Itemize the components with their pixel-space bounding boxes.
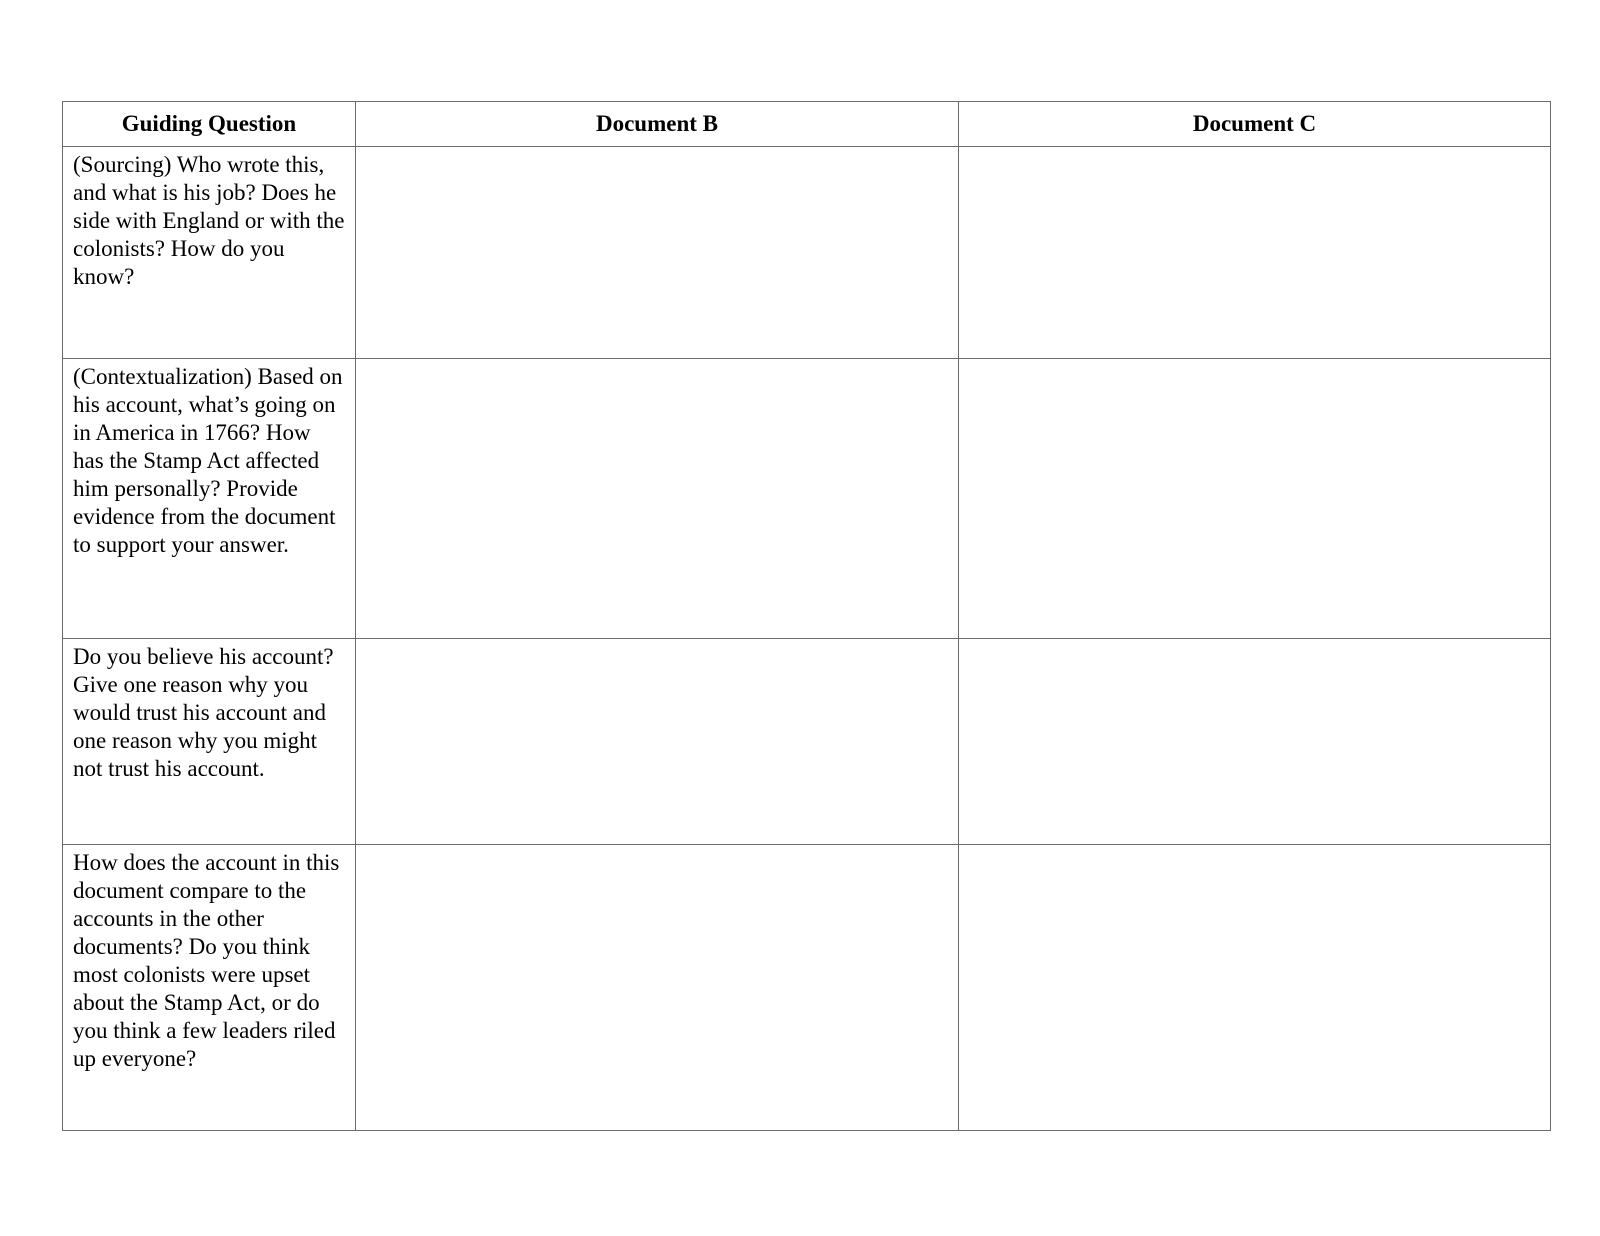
table-row: [63, 639, 1551, 845]
answer-cell-document-c[interactable]: [959, 147, 1551, 359]
question-trust: Do you believe his account? Give one reason why you would trust his account and one reason why you might not trust his account.: [63, 639, 356, 845]
answer-cell-document-c[interactable]: [959, 845, 1551, 1131]
question-compare: How does the account in this document compare to the accounts in the other documents? Do you think most colonists were upset about the Stamp Act, or do you think a few leaders riled up everyone?: [63, 845, 356, 1131]
answer-cell-document-b[interactable]: [356, 639, 959, 845]
answer-cell-document-b[interactable]: [356, 147, 959, 359]
answer-cell-document-c[interactable]: [959, 639, 1551, 845]
table-row: [63, 147, 1551, 359]
answer-cell-document-c[interactable]: [959, 359, 1551, 639]
header-document-b: Document B: [356, 102, 959, 147]
table-row: [63, 845, 1551, 1131]
guiding-question-table: [62, 101, 1551, 1131]
answer-cell-document-b[interactable]: [356, 845, 959, 1131]
question-contextualization: (Contextualization) Based on his account, what’s going on in America in 1766? How has the Stamp Act affected him personally? Provide evidence from the document to support your answer.: [63, 359, 356, 639]
header-row: [63, 102, 1551, 147]
question-sourcing: (Sourcing) Who wrote this, and what is his job? Does he side with England or with the colonists? How do you know?: [63, 147, 356, 359]
header-guiding-question: Guiding Question: [63, 102, 356, 147]
header-document-c: Document C: [959, 102, 1551, 147]
answer-cell-document-b[interactable]: [356, 359, 959, 639]
table-row: [63, 359, 1551, 639]
